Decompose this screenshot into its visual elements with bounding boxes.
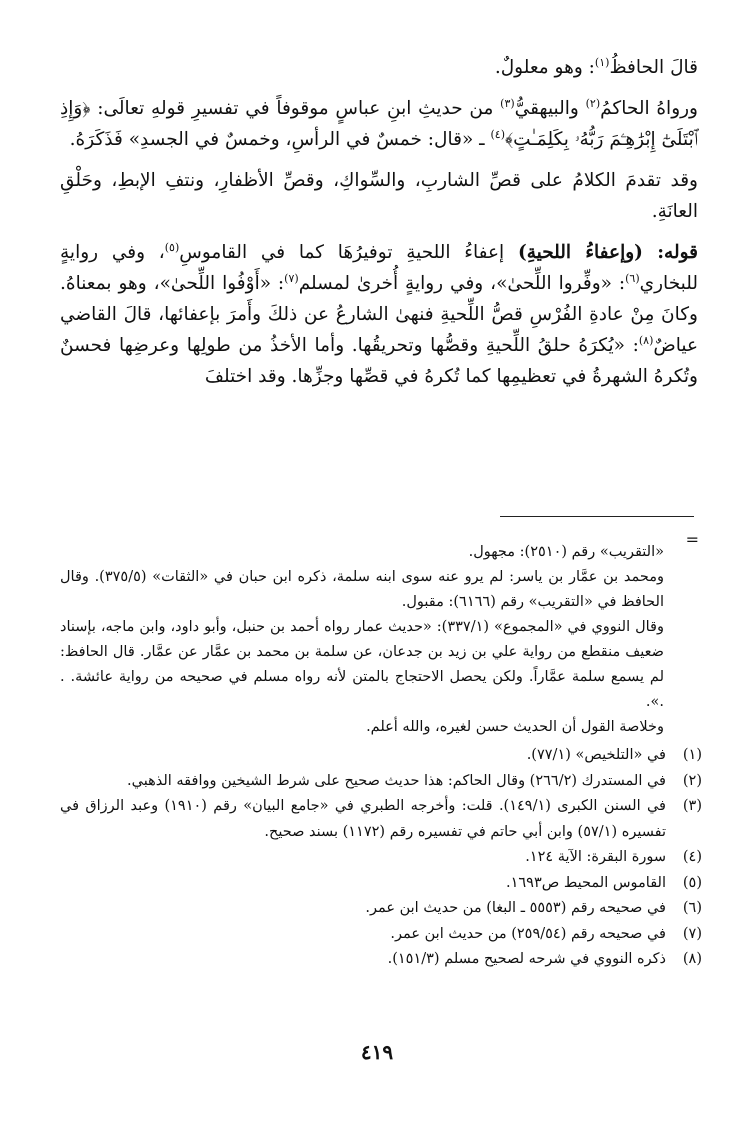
paragraph-3: [60, 165, 698, 227]
footnote-text: في المستدرك (٢٦٦/٢) وقال الحاكم: هذا حديث صحيح على شرط الشيخين ووافقه الذهبي.: [127, 772, 666, 789]
footnote-line: وخلاصة القول أن الحديث حسن لغيره، والله أعلم.: [366, 719, 664, 735]
text-run: وقد تقدمَ الكلامُ على قصِّ الشاربِ، والسِّواكِ، وقصِّ الأظفارِ، ونتفِ الإبطِ، وحَلْقِ العانَةِ.: [60, 170, 698, 222]
footnote-number: (٦): [682, 900, 702, 916]
text-run: إعفاءُ اللحيةِ توفيرُهَا كما في القاموسِ: [179, 242, 518, 263]
footnote-ref[interactable]: (٦): [625, 271, 640, 285]
footnote-7: [60, 922, 702, 948]
footnote-text: في صحيحه رقم (٢٥٩/٥٤) من حديث ابن عمر.: [390, 925, 666, 942]
footnote-ref[interactable]: (٢): [585, 96, 601, 110]
footnote-divider: [500, 516, 694, 517]
text-run: والبيهقيُّ: [514, 98, 586, 119]
paragraph-1: [60, 52, 698, 83]
footnote-number: (٧): [682, 925, 702, 942]
footnote-continuation: [60, 540, 664, 740]
footnote-ref[interactable]: (٣): [500, 96, 515, 110]
text-run: ، وفي روايةٍ للبخاري: [60, 242, 698, 294]
footnote-3: [60, 794, 702, 845]
footnote-6: [60, 896, 702, 922]
text-run: : «أَوْفُوا اللِّحىٰ»، وهو بمعناهُ. وكانَ مِنْ عادةِ الفُرْسِ قصُّ اللِّحيةِ فنهىٰ الشارعُ عن ذلكَ وأَمرَ بإعفائها، قالَ القاضي عياضٌ: [60, 273, 698, 356]
footnote-number: (٣): [682, 798, 702, 814]
footnote-text: في السنن الكبرى (١٤٩/١). قلت: وأخرجه الطبري في «جامع البيان» رقم (١٩١٠) وعبد الرزاق في تفسيره (٥٧/١) وابن أبي حاتم في تفسيره رقم (١١٧٢) بسند صحيح.: [60, 798, 666, 840]
footnote-ref[interactable]: (٨): [638, 333, 654, 347]
text-run: قالَ الحافظُ: [609, 57, 698, 78]
text-run: ـ «قال: خمسٌ في الرأسِ، وخمسٌ في الجسدِ» فَذَكَرَهُ.: [69, 129, 491, 150]
footnote-4: [60, 845, 702, 871]
footnote-ref[interactable]: (٥): [164, 240, 180, 254]
footnote-text: القاموس المحيط ص١٦٩٣.: [506, 874, 666, 891]
paragraph-2: [60, 93, 698, 155]
footnote-8: [60, 947, 702, 973]
footnote-text: ذكره النووي في شرحه لصحيح مسلم (١٥١/٣).: [387, 951, 666, 967]
footnote-number: (٢): [682, 772, 702, 789]
footnotes: [60, 743, 702, 973]
text-run: من حديثِ ابنِ عباسٍ موقوفاً في تفسيرِ قولهِ تعالَى: ﴿وَإِذِ ٱبْتَلَىٰٓ إِبْرَٰهِـۧمَ رَبُّهُۥ بِكَلِمَـٰتٍ﴾: [60, 98, 698, 150]
footnote-number: (٨): [682, 951, 702, 967]
footnote-line: وقال النووي في «المجموع» (٣٣٧/١): «حديث عمار رواه أحمد بن حنبل، وأبو داود، وابن ماجه، بإسناد ضعيف منقطع من رواية علي بن زيد بن جدعان، عن سلمة بن محمد بن عمَّار عن عمَّار. قال الحافظ: لم يسمع سلمة عمَّاراً. ولكن يحصل الاحتجاج بالمتن لأنه رواه مسلم في صحيحه من رواية عائشة. . .».: [60, 619, 664, 710]
main-text: [60, 52, 698, 402]
footnote-number: (١): [682, 747, 702, 763]
page-number: ٤١٩: [360, 1040, 394, 1064]
footnote-ref[interactable]: (٧): [284, 271, 299, 285]
continuation-marker: =: [685, 530, 699, 549]
footnote-text: سورة البقرة: الآية ١٢٤.: [525, 849, 666, 865]
footnote-ref[interactable]: (١): [594, 55, 610, 69]
paragraph-4: [60, 237, 698, 392]
text-run: : «وفِّروا اللِّحىٰ»، وفي روايةٍ أُخرىٰ لمسلم: [298, 273, 626, 294]
footnote-text: في «التلخيص» (٧٧/١).: [526, 747, 666, 763]
footnote-1: [60, 743, 702, 769]
text-run: ورواهُ الحاكمُ: [600, 98, 698, 119]
footnote-line: ومحمد بن عمَّار بن ياسر: لم يرو عنه سوى ابنه سلمة، ذكره ابن حبان في «الثقات» (٣٧٥/٥). وقال الحافظ في «التقريب» رقم (٦١٦٦): مقبول.: [60, 569, 665, 610]
footnote-number: (٤): [682, 849, 702, 865]
commentary-heading: قوله: (وإعفاءُ اللحيةِ): [517, 242, 698, 263]
text-run: : «يُكرَهُ حلقُ اللِّحيةِ وقصُّها وتحريقُها. وأما الأخذُ من طولِها وعرضِها فحسنٌ وتُكرهُ الشهرةُ في تعظيمِها كما تُكرهُ في قصِّها وجزِّها. وقد اختلفَ: [60, 335, 698, 387]
footnote-2: [60, 769, 702, 795]
footnote-5: [60, 871, 702, 897]
footnote-ref[interactable]: (٤): [490, 127, 505, 141]
text-run: : وهو معلولٌ.: [494, 57, 595, 78]
footnote-text: في صحيحه رقم (٥٥٥٣ ـ البغا) من حديث ابن عمر.: [365, 900, 666, 916]
footnote-line: «التقريب» رقم (٢٥١٠): مجهول.: [468, 544, 664, 560]
footnote-number: (٥): [682, 874, 702, 891]
